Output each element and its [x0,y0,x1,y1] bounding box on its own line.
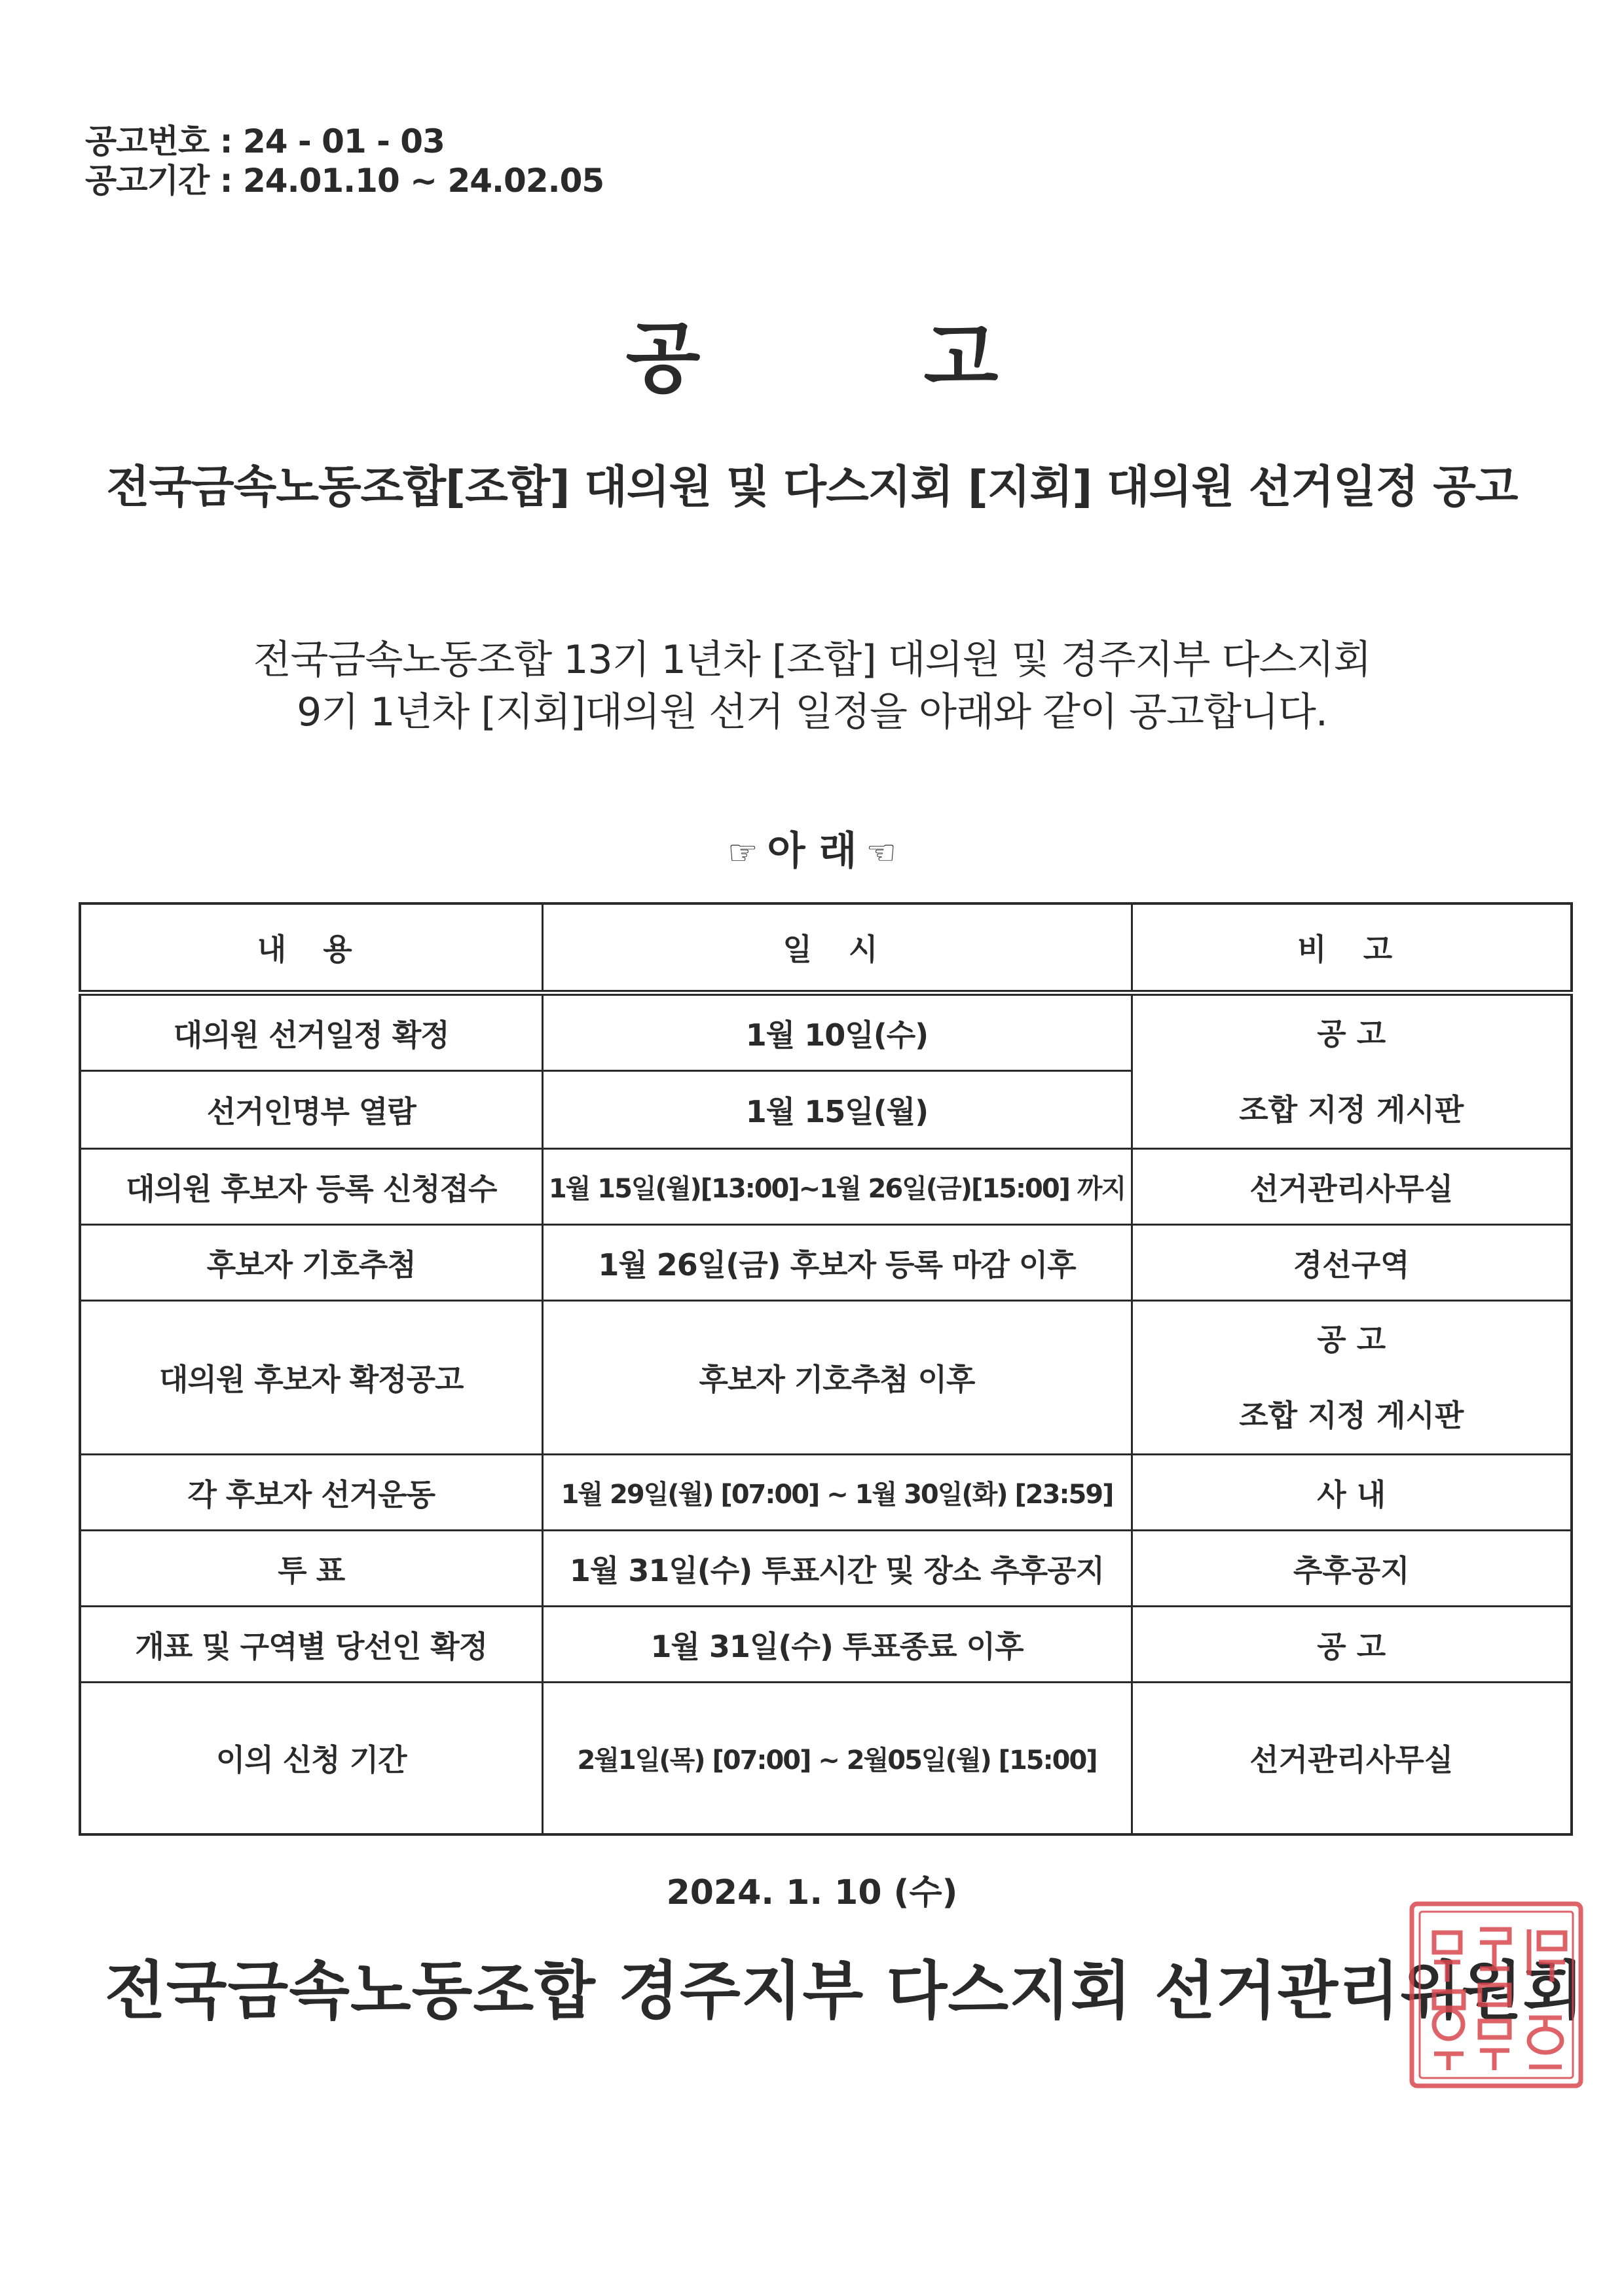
row-when: 1월 31일(수) 투표종료 이후 [542,1607,1132,1683]
row-note: 사 내 [1132,1455,1572,1531]
table-row [80,993,1572,1071]
official-seal-icon [1408,1900,1585,2090]
header-content: 내 용 [80,903,542,993]
intro-text [0,634,1624,738]
notice-period-value: 24.01.10 ~ 24.02.05 [243,162,604,200]
pointing-hand-left-icon: ☜ [866,833,897,873]
notice-date: 2024. 1. 10 (수) [666,1873,958,1912]
notice-number-label: 공고번호 : [85,122,244,160]
table-row [80,1607,1572,1683]
row-when: 1월 10일(수) [542,993,1132,1071]
table-row [80,1149,1572,1225]
notice-number-value: 24 - 01 - 03 [243,122,445,160]
row-note: 선거관리사무실 [1132,1149,1572,1225]
pointing-hand-right-icon: ☞ [727,833,758,873]
row-item: 대의원 후보자 등록 신청접수 [80,1149,542,1225]
header-datetime: 일 시 [542,903,1132,993]
row-item: 선거인명부 열람 [80,1071,542,1149]
table-row [80,1301,1572,1455]
notice-period [85,161,604,200]
issuer-name: 전국금속노동조합 경주지부 다스지회 선거관리위원회 [105,1954,1585,2028]
table-row [80,1225,1572,1301]
intro-line-1: 전국금속노동조합 13기 1년차 [조합] 대의원 및 경주지부 다스지회 [253,637,1371,683]
row-when: 1월 26일(금) 후보자 등록 마감 이후 [542,1225,1132,1301]
row-when: 1월 15일(월)[13:00]~1월 26일(금)[15:00] 까지 [542,1149,1132,1225]
page-subtitle: 전국금속노동조합[조합] 대의원 및 다스지회 [지회] 대의원 선거일정 공고 [106,462,1518,513]
below-label: 아 래 [767,828,857,874]
table-row [80,1683,1572,1834]
schedule-table [79,902,1573,1836]
row-item: 대의원 후보자 확정공고 [80,1301,542,1455]
header-remarks: 비 고 [1132,903,1572,993]
row-when: 1월 15일(월) [542,1071,1132,1149]
row-item: 개표 및 구역별 당선인 확정 [80,1607,542,1683]
row-when: 1월 31일(수) 투표시간 및 장소 추후공지 [542,1531,1132,1607]
note-line: 공 고 [1317,1322,1386,1357]
intro-line-2: 9기 1년차 [지회]대의원 선거 일정을 아래와 같이 공고합니다. [297,689,1327,735]
notice-meta [85,122,604,200]
row-note: 공 고 [1132,1607,1572,1683]
row-note: 경선구역 [1132,1225,1572,1301]
notice-number [85,122,604,161]
note-line: 조합 지정 게시판 [1239,1398,1464,1433]
row-note [1132,993,1572,1149]
table-header-row [80,903,1572,993]
notice-period-label: 공고기간 : [85,162,244,200]
row-note [1132,1301,1572,1455]
page-title: 공 고 [625,313,1097,403]
table-row [80,1455,1572,1531]
note-line: 조합 지정 게시판 [1239,1092,1464,1127]
table-row [80,1531,1572,1607]
row-item: 각 후보자 선거운동 [80,1455,542,1531]
below-heading [0,820,1624,876]
row-item: 투 표 [80,1531,542,1607]
row-note: 추후공지 [1132,1531,1572,1607]
row-item: 후보자 기호추첨 [80,1225,542,1301]
row-when: 2월1일(목) [07:00] ~ 2월05일(월) [15:00] [542,1683,1132,1834]
row-when: 1월 29일(월) [07:00] ~ 1월 30일(화) [23:59] [542,1455,1132,1531]
row-item: 이의 신청 기간 [80,1683,542,1834]
note-line: 공 고 [1317,1016,1386,1051]
row-note: 선거관리사무실 [1132,1683,1572,1834]
row-when: 후보자 기호추첨 이후 [542,1301,1132,1455]
row-item: 대의원 선거일정 확정 [80,993,542,1071]
